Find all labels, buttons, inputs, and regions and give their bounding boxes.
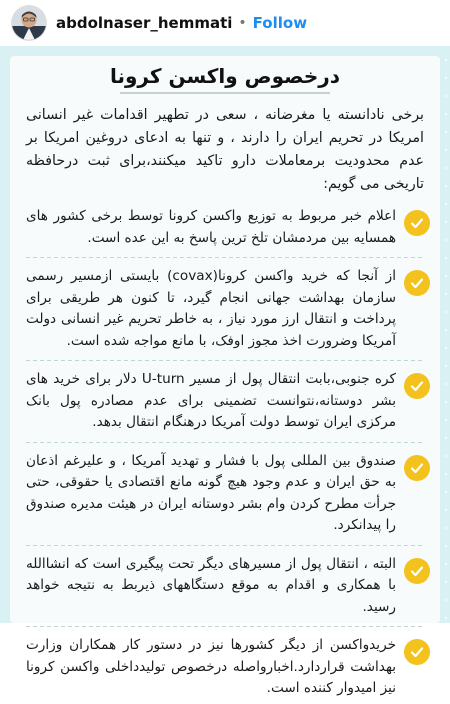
check-circle-icon <box>404 270 430 296</box>
username[interactable]: abdolnaser_hemmati <box>56 14 233 32</box>
list-item-text: صندوق بین المللی پول با فشار و تهدید آمریکا ، و علیرغم اذعان به حق ایران و عدم وجود هیچ گونه مانع اقتصادی یا حقوقی، حتی جرأت مطرح کردن وام بشر دوستانه ایران در هیئت مدیره صندوق را پیدانکرد. <box>26 452 396 533</box>
post-header <box>0 0 450 46</box>
divider <box>26 360 424 361</box>
check-circle-icon <box>404 455 430 481</box>
list-item-text: خریدواکسن از دیگر کشورها نیز در دستور کار همکاران وزارت بهداشت قراردارد.اخبارواصله درخصوص تولیدداخلی واکسن کرونا نیز امیدوار کننده است. <box>26 637 396 696</box>
list-item <box>10 262 440 356</box>
divider <box>26 626 424 627</box>
profile-photo-icon <box>12 6 46 40</box>
list-item <box>10 550 440 623</box>
list-item <box>10 631 440 704</box>
post-title: درخصوص واکسن کرونا <box>109 64 341 88</box>
list-item <box>10 365 440 438</box>
divider <box>26 442 424 443</box>
divider <box>26 257 424 258</box>
check-circle-icon <box>404 558 430 584</box>
list-item-text: از آنجا که خرید واکسن کرونا(covax) بایستی ازمسیر رسمی سازمان بهداشت جهانی انجام گیرد، تا کنون هر طریقی برای پرداخت و انتقال ارز مورد نیاز ، به خاطر تحریم غیر انسانی دولت آمریکا وضرورت اخذ مجوز اوفک، با مانع مواجه شده است. <box>26 268 397 349</box>
separator-dot: • <box>238 15 247 31</box>
list-item <box>10 447 440 541</box>
list-item-text: کره جنوبی،بابت انتقال پول از مسیر U-turn دلار برای خرید های بشر دوستانه،نتوانست تضمینی برای عدم مصادره پول بانک مرکزی ایران توسط دولت آمریکا درهنگام انتقال بدهد. <box>26 371 396 430</box>
divider <box>26 545 424 546</box>
list-item <box>10 202 440 253</box>
check-circle-icon <box>404 373 430 399</box>
post-intro: برخی نادانسته یا مغرضانه ، سعی در تطهیر اقدامات غیر انسانی امریکا در تحریم ایران را دارند ، و تنها به ادعای دروغین امریکا بر عدم محدودیت برمعاملات دارو تاکید میکنند،برای ثبت درحافظه تاریخی می گویم: <box>26 107 424 192</box>
list-item-text: اعلام خبر مربوط به توزیع واکسن کرونا توسط برخی کشور های همسایه بین مردمشان تلخ ترین پاسخ به این عده است. <box>26 208 396 246</box>
title-divider <box>120 92 330 94</box>
avatar[interactable] <box>12 6 46 40</box>
post-card <box>10 56 440 696</box>
follow-button[interactable]: Follow <box>252 14 308 32</box>
list-item-text: البته ، انتقال پول از مسیرهای دیگر تحت پیگیری است که انشاالله با همکاری و اقدام به موقع دستگاههای ذیربط به نتیجه خواهد رسید. <box>26 555 396 615</box>
check-circle-icon <box>404 639 430 665</box>
check-circle-icon <box>404 210 430 236</box>
post-image <box>0 46 450 696</box>
